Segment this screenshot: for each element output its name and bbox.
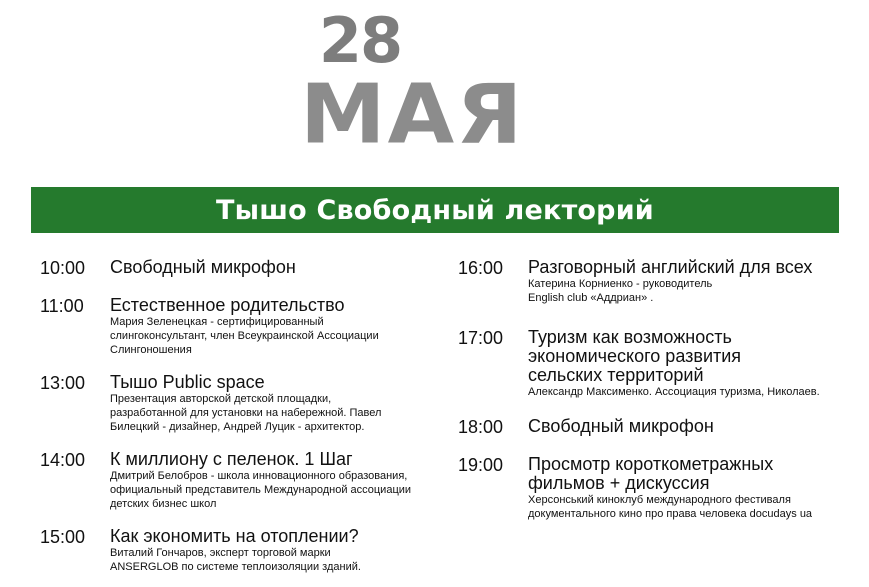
event-time: 17:00 [458,328,504,348]
event-time: 16:00 [458,258,504,278]
event-item [30,450,430,527]
event-title: К миллиону с пеленок. 1 Шаг [110,449,353,469]
event-title: Свободный микрофон [110,257,296,277]
event-title: Как экономить на отоплении? [110,526,359,546]
banner-title: Тышо Свободный лекторий [216,194,654,226]
event-description: Катерина Корниенко - руководитель English club «Аддриан» . [528,278,713,304]
event-description: Херсонський киноклуб международного фестиваля документального кино про права человека docudays ua [528,494,813,520]
schedule-left-column [30,258,430,587]
event-description: Мария Зеленецкая - сертифицированный слингоконсультант, член Всеукраинской Ассоциации Слингоношения [110,316,379,356]
event-item [30,258,430,296]
title-banner [31,187,839,233]
event-time: 19:00 [458,455,504,475]
event-time: 10:00 [40,258,86,278]
event-title: Естественное родительство [110,295,345,315]
event-description: Презентация авторской детской площадки, разработанной для установки на набережной. Павел Билецкий - дизайнер, Андрей Луцик - архитектор. [110,393,382,433]
event-item [458,258,858,328]
event-title: Тышо Public space [110,372,265,392]
schedule-right-column [458,258,858,525]
event-item [458,417,858,455]
event-title: Разговорный английский для всех [528,257,813,277]
event-item [30,373,430,450]
event-time: 13:00 [40,373,86,393]
date-day: 28 [318,4,402,77]
event-description: Дмитрий Белобров - школа инновационного образования, официальный представитель Международной ассоциации детских бизнес школ [110,470,412,510]
event-description: Александр Максименко. Ассоциация туризма, Николаев. [528,386,820,398]
event-time: 18:00 [458,417,504,437]
event-item [30,527,430,587]
event-title: Свободный микрофон [528,416,714,436]
event-title: Просмотр короткометражных фильмов + дискуссия [528,454,774,493]
event-time: 14:00 [40,450,86,470]
event-item [30,296,430,373]
event-time: 15:00 [40,527,86,547]
event-item [458,455,858,525]
event-description: Виталий Гончаров, эксперт торговой марки ANSERGLOB по системе теплоизоляции зданий. [110,547,361,573]
event-item [458,328,858,417]
date-month: МАЯ [300,67,525,163]
event-time: 11:00 [40,296,84,316]
event-title: Туризм как возможность экономического развития сельских территорий [528,327,742,385]
